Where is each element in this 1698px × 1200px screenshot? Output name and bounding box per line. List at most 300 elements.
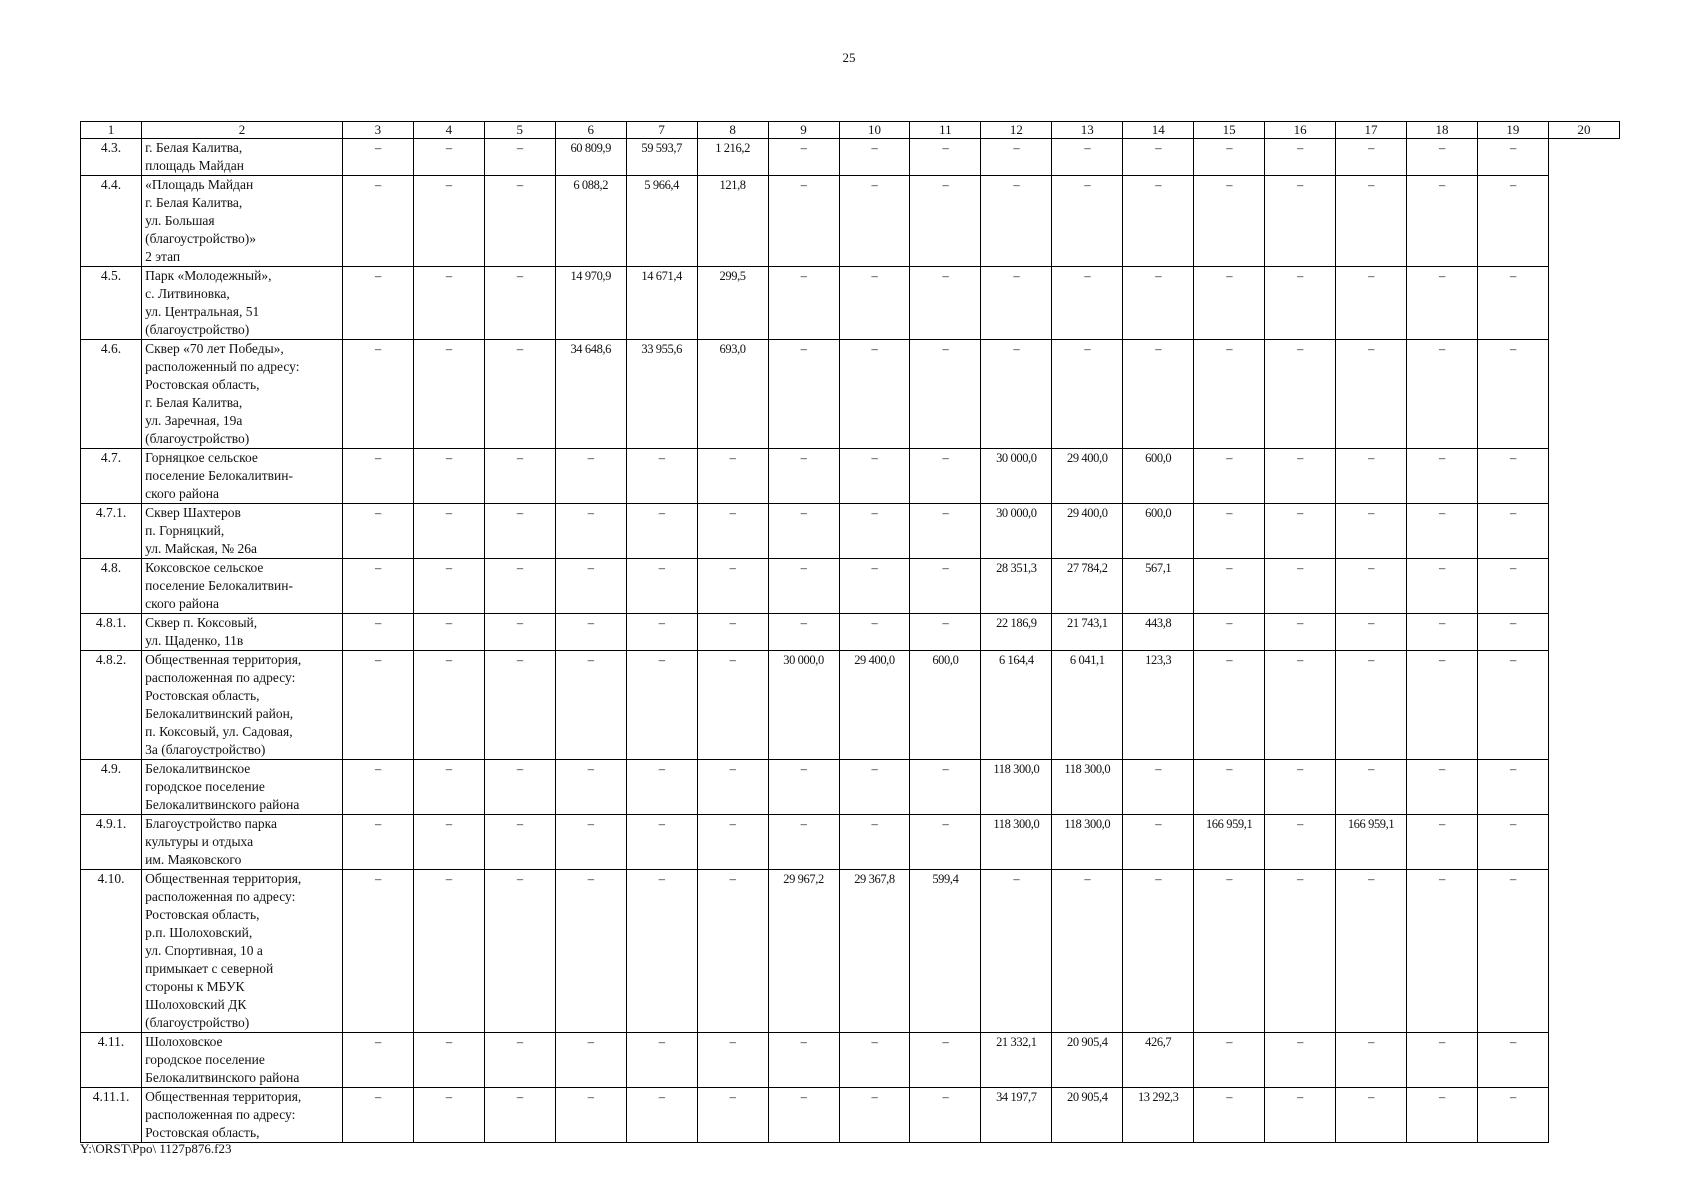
value-cell-col-19: – (1477, 760, 1548, 815)
value-cell-col-19: – (1477, 139, 1548, 176)
value-cell-col-15: – (1194, 614, 1265, 651)
value-cell-col-14: – (1123, 340, 1194, 449)
column-header-1: 1 (81, 122, 142, 139)
value-cell-col-14: – (1123, 176, 1194, 267)
table-row (81, 1088, 1620, 1143)
value-cell-col-12: 118 300,0 (981, 760, 1052, 815)
value-cell-col-3: – (342, 340, 413, 449)
value-cell-col-4: – (413, 614, 484, 651)
value-cell-col-3: – (342, 760, 413, 815)
column-header-17: 17 (1336, 122, 1407, 139)
value-cell-col-18: – (1407, 815, 1478, 870)
value-cell-col-17: – (1336, 449, 1407, 504)
value-cell-col-17: 166 959,1 (1336, 815, 1407, 870)
value-cell-col-5: – (484, 267, 555, 340)
value-cell-col-11: – (910, 176, 981, 267)
value-cell-col-19: – (1477, 176, 1548, 267)
row-name: Коксовское сельское поселение Белокалитвин- ского района (142, 559, 343, 614)
value-cell-col-19: – (1477, 449, 1548, 504)
row-index: 4.8.1. (81, 614, 142, 651)
value-cell-col-15: – (1194, 449, 1265, 504)
column-header-7: 7 (626, 122, 697, 139)
column-header-15: 15 (1194, 122, 1265, 139)
row-index: 4.9. (81, 760, 142, 815)
value-cell-col-10: – (839, 449, 910, 504)
value-cell-col-17: – (1336, 139, 1407, 176)
value-cell-col-13: 6 041,1 (1052, 651, 1123, 760)
value-cell-col-11: – (910, 559, 981, 614)
value-cell-col-6: 6 088,2 (555, 176, 626, 267)
value-cell-col-6: – (555, 449, 626, 504)
value-cell-col-8: 1 216,2 (697, 139, 768, 176)
value-cell-col-4: – (413, 504, 484, 559)
value-cell-col-8: 121,8 (697, 176, 768, 267)
value-cell-col-7: – (626, 815, 697, 870)
row-name: Общественная территория, расположенная по адресу: Ростовская область, р.п. Шолоховский, ул. Спортивная, 10 а примыкает с северной стороны к МБУК Шолоховский ДК (благоустройство) (142, 870, 343, 1033)
column-header-9: 9 (768, 122, 839, 139)
row-name: «Площадь Майдан г. Белая Калитва, ул. Большая (благоустройство)» 2 этап (142, 176, 343, 267)
value-cell-col-16: – (1265, 651, 1336, 760)
value-cell-col-14: 13 292,3 (1123, 1088, 1194, 1143)
value-cell-col-15: 166 959,1 (1194, 815, 1265, 870)
value-cell-col-16: – (1265, 559, 1336, 614)
value-cell-col-10: – (839, 614, 910, 651)
column-header-8: 8 (697, 122, 768, 139)
column-header-5: 5 (484, 122, 555, 139)
row-name: г. Белая Калитва, площадь Майдан (142, 139, 343, 176)
value-cell-col-4: – (413, 449, 484, 504)
value-cell-col-11: 600,0 (910, 651, 981, 760)
value-cell-col-9: – (768, 449, 839, 504)
value-cell-col-9: – (768, 760, 839, 815)
row-index: 4.7.1. (81, 504, 142, 559)
value-cell-col-15: – (1194, 176, 1265, 267)
row-index: 4.11.1. (81, 1088, 142, 1143)
value-cell-col-15: – (1194, 267, 1265, 340)
row-name: Шолоховское городское поселение Белокалитвинского района (142, 1033, 343, 1088)
table-row (81, 340, 1620, 449)
value-cell-col-5: – (484, 815, 555, 870)
value-cell-col-10: – (839, 815, 910, 870)
value-cell-col-15: – (1194, 1088, 1265, 1143)
column-header-13: 13 (1052, 122, 1123, 139)
value-cell-col-9: – (768, 559, 839, 614)
table-row (81, 176, 1620, 267)
value-cell-col-3: – (342, 815, 413, 870)
value-cell-col-7: – (626, 651, 697, 760)
value-cell-col-5: – (484, 449, 555, 504)
value-cell-col-17: – (1336, 651, 1407, 760)
value-cell-col-13: 29 400,0 (1052, 449, 1123, 504)
value-cell-col-15: – (1194, 340, 1265, 449)
row-name: Сквер п. Коксовый, ул. Щаденко, 11в (142, 614, 343, 651)
value-cell-col-4: – (413, 176, 484, 267)
table-row (81, 760, 1620, 815)
value-cell-col-16: – (1265, 760, 1336, 815)
table-row (81, 267, 1620, 340)
value-cell-col-19: – (1477, 340, 1548, 449)
value-cell-col-9: 29 967,2 (768, 870, 839, 1033)
value-cell-col-3: – (342, 176, 413, 267)
value-cell-col-5: – (484, 614, 555, 651)
value-cell-col-19: – (1477, 1088, 1548, 1143)
row-index: 4.8.2. (81, 651, 142, 760)
value-cell-col-14: 443,8 (1123, 614, 1194, 651)
value-cell-col-12: – (981, 340, 1052, 449)
value-cell-col-8: 693,0 (697, 340, 768, 449)
value-cell-col-13: – (1052, 176, 1123, 267)
table-row (81, 870, 1620, 1033)
value-cell-col-13: – (1052, 340, 1123, 449)
value-cell-col-11: – (910, 504, 981, 559)
row-name: Парк «Молодежный», с. Литвиновка, ул. Центральная, 51 (благоустройство) (142, 267, 343, 340)
table-row (81, 449, 1620, 504)
value-cell-col-4: – (413, 1088, 484, 1143)
row-index: 4.3. (81, 139, 142, 176)
footer-file-path: Y:\ORST\Ppo\ 1127p876.f23 (80, 1141, 232, 1156)
value-cell-col-9: – (768, 614, 839, 651)
value-cell-col-4: – (413, 1033, 484, 1088)
value-cell-col-18: – (1407, 760, 1478, 815)
value-cell-col-13: 20 905,4 (1052, 1088, 1123, 1143)
value-cell-col-18: – (1407, 139, 1478, 176)
value-cell-col-16: – (1265, 614, 1336, 651)
value-cell-col-9: – (768, 504, 839, 559)
value-cell-col-6: 14 970,9 (555, 267, 626, 340)
row-index: 4.10. (81, 870, 142, 1033)
value-cell-col-6: – (555, 559, 626, 614)
value-cell-col-7: 33 955,6 (626, 340, 697, 449)
value-cell-col-17: – (1336, 504, 1407, 559)
value-cell-col-12: 118 300,0 (981, 815, 1052, 870)
value-cell-col-6: – (555, 651, 626, 760)
value-cell-col-4: – (413, 870, 484, 1033)
value-cell-col-3: – (342, 651, 413, 760)
table-row (81, 651, 1620, 760)
value-cell-col-14: – (1123, 815, 1194, 870)
budget-table (80, 121, 1620, 1143)
value-cell-col-3: – (342, 1088, 413, 1143)
row-index: 4.6. (81, 340, 142, 449)
value-cell-col-19: – (1477, 559, 1548, 614)
value-cell-col-9: – (768, 267, 839, 340)
value-cell-col-13: – (1052, 870, 1123, 1033)
value-cell-col-4: – (413, 340, 484, 449)
column-header-19: 19 (1477, 122, 1548, 139)
value-cell-col-7: – (626, 1033, 697, 1088)
value-cell-col-14: – (1123, 139, 1194, 176)
value-cell-col-19: – (1477, 267, 1548, 340)
value-cell-col-6: – (555, 1088, 626, 1143)
value-cell-col-15: – (1194, 139, 1265, 176)
value-cell-col-6: 34 648,6 (555, 340, 626, 449)
value-cell-col-3: – (342, 559, 413, 614)
column-header-10: 10 (839, 122, 910, 139)
value-cell-col-4: – (413, 651, 484, 760)
value-cell-col-7: 14 671,4 (626, 267, 697, 340)
value-cell-col-12: 22 186,9 (981, 614, 1052, 651)
row-name: Общественная территория, расположенная по адресу: Ростовская область, (142, 1088, 343, 1143)
value-cell-col-8: – (697, 815, 768, 870)
value-cell-col-8: – (697, 614, 768, 651)
value-cell-col-5: – (484, 559, 555, 614)
value-cell-col-12: 34 197,7 (981, 1088, 1052, 1143)
value-cell-col-14: 567,1 (1123, 559, 1194, 614)
value-cell-col-16: – (1265, 340, 1336, 449)
value-cell-col-3: – (342, 267, 413, 340)
value-cell-col-18: – (1407, 504, 1478, 559)
value-cell-col-10: – (839, 267, 910, 340)
value-cell-col-18: – (1407, 614, 1478, 651)
value-cell-col-9: – (768, 139, 839, 176)
column-header-2: 2 (142, 122, 343, 139)
value-cell-col-11: – (910, 340, 981, 449)
value-cell-col-13: 29 400,0 (1052, 504, 1123, 559)
table-row (81, 815, 1620, 870)
value-cell-col-7: – (626, 870, 697, 1033)
value-cell-col-12: 30 000,0 (981, 449, 1052, 504)
row-name: Общественная территория, расположенная по адресу: Ростовская область, Белокалитвинский район, п. Коксовый, ул. Садовая, 3а (благоустройство) (142, 651, 343, 760)
value-cell-col-16: – (1265, 176, 1336, 267)
value-cell-col-14: – (1123, 267, 1194, 340)
value-cell-col-10: 29 367,8 (839, 870, 910, 1033)
value-cell-col-10: – (839, 1033, 910, 1088)
value-cell-col-16: – (1265, 267, 1336, 340)
value-cell-col-12: – (981, 139, 1052, 176)
value-cell-col-5: – (484, 1088, 555, 1143)
value-cell-col-19: – (1477, 614, 1548, 651)
column-header-20: 20 (1548, 122, 1619, 139)
value-cell-col-9: – (768, 1088, 839, 1143)
row-index: 4.11. (81, 1033, 142, 1088)
value-cell-col-12: – (981, 870, 1052, 1033)
value-cell-col-6: 60 809,9 (555, 139, 626, 176)
value-cell-col-18: – (1407, 559, 1478, 614)
value-cell-col-4: – (413, 267, 484, 340)
value-cell-col-11: – (910, 139, 981, 176)
value-cell-col-8: – (697, 504, 768, 559)
value-cell-col-12: – (981, 267, 1052, 340)
value-cell-col-8: 299,5 (697, 267, 768, 340)
value-cell-col-15: – (1194, 504, 1265, 559)
value-cell-col-11: 599,4 (910, 870, 981, 1033)
value-cell-col-8: – (697, 870, 768, 1033)
value-cell-col-13: 118 300,0 (1052, 760, 1123, 815)
value-cell-col-13: 27 784,2 (1052, 559, 1123, 614)
value-cell-col-10: – (839, 760, 910, 815)
value-cell-col-3: – (342, 139, 413, 176)
value-cell-col-19: – (1477, 1033, 1548, 1088)
value-cell-col-13: – (1052, 139, 1123, 176)
value-cell-col-10: – (839, 504, 910, 559)
value-cell-col-9: – (768, 815, 839, 870)
row-name: Сквер «70 лет Победы», расположенный по адресу: Ростовская область, г. Белая Калитва, ул. Заречная, 19а (благоустройство) (142, 340, 343, 449)
value-cell-col-19: – (1477, 504, 1548, 559)
value-cell-col-10: 29 400,0 (839, 651, 910, 760)
value-cell-col-16: – (1265, 815, 1336, 870)
value-cell-col-16: – (1265, 1088, 1336, 1143)
value-cell-col-16: – (1265, 504, 1336, 559)
value-cell-col-13: 20 905,4 (1052, 1033, 1123, 1088)
value-cell-col-18: – (1407, 340, 1478, 449)
column-header-6: 6 (555, 122, 626, 139)
row-name: Благоустройство парка культуры и отдыха им. Маяковского (142, 815, 343, 870)
column-header-16: 16 (1265, 122, 1336, 139)
value-cell-col-17: – (1336, 760, 1407, 815)
value-cell-col-15: – (1194, 651, 1265, 760)
value-cell-col-7: – (626, 504, 697, 559)
value-cell-col-17: – (1336, 340, 1407, 449)
value-cell-col-7: 59 593,7 (626, 139, 697, 176)
row-index: 4.7. (81, 449, 142, 504)
value-cell-col-9: – (768, 176, 839, 267)
value-cell-col-11: – (910, 1088, 981, 1143)
value-cell-col-6: – (555, 504, 626, 559)
value-cell-col-7: – (626, 760, 697, 815)
value-cell-col-10: – (839, 176, 910, 267)
value-cell-col-14: 600,0 (1123, 449, 1194, 504)
row-name: Белокалитвинское городское поселение Белокалитвинского района (142, 760, 343, 815)
value-cell-col-14: 600,0 (1123, 504, 1194, 559)
value-cell-col-12: – (981, 176, 1052, 267)
value-cell-col-11: – (910, 449, 981, 504)
value-cell-col-5: – (484, 870, 555, 1033)
value-cell-col-8: – (697, 1088, 768, 1143)
value-cell-col-9: 30 000,0 (768, 651, 839, 760)
value-cell-col-7: 5 966,4 (626, 176, 697, 267)
value-cell-col-6: – (555, 614, 626, 651)
value-cell-col-10: – (839, 139, 910, 176)
value-cell-col-10: – (839, 559, 910, 614)
value-cell-col-7: – (626, 559, 697, 614)
value-cell-col-18: – (1407, 1088, 1478, 1143)
value-cell-col-18: – (1407, 651, 1478, 760)
value-cell-col-10: – (839, 340, 910, 449)
value-cell-col-4: – (413, 559, 484, 614)
page-number: 25 (842, 50, 856, 65)
value-cell-col-5: – (484, 760, 555, 815)
value-cell-col-17: – (1336, 870, 1407, 1033)
column-header-3: 3 (342, 122, 413, 139)
value-cell-col-17: – (1336, 1033, 1407, 1088)
value-cell-col-11: – (910, 614, 981, 651)
row-index: 4.5. (81, 267, 142, 340)
value-cell-col-4: – (413, 815, 484, 870)
row-name: Горняцкое сельское поселение Белокалитвин- ского района (142, 449, 343, 504)
value-cell-col-4: – (413, 139, 484, 176)
header-row (81, 122, 1620, 139)
value-cell-col-17: – (1336, 1088, 1407, 1143)
value-cell-col-8: – (697, 1033, 768, 1088)
value-cell-col-17: – (1336, 614, 1407, 651)
value-cell-col-15: – (1194, 760, 1265, 815)
table-row (81, 559, 1620, 614)
value-cell-col-18: – (1407, 176, 1478, 267)
table-row (81, 504, 1620, 559)
row-index: 4.8. (81, 559, 142, 614)
value-cell-col-10: – (839, 1088, 910, 1143)
value-cell-col-13: – (1052, 267, 1123, 340)
value-cell-col-8: – (697, 760, 768, 815)
value-cell-col-17: – (1336, 267, 1407, 340)
value-cell-col-3: – (342, 449, 413, 504)
value-cell-col-19: – (1477, 651, 1548, 760)
value-cell-col-6: – (555, 1033, 626, 1088)
column-header-14: 14 (1123, 122, 1194, 139)
value-cell-col-18: – (1407, 870, 1478, 1033)
value-cell-col-3: – (342, 614, 413, 651)
column-header-11: 11 (910, 122, 981, 139)
value-cell-col-14: 426,7 (1123, 1033, 1194, 1088)
table-body (81, 139, 1620, 1143)
value-cell-col-8: – (697, 651, 768, 760)
table-row (81, 139, 1620, 176)
value-cell-col-16: – (1265, 139, 1336, 176)
row-index: 4.4. (81, 176, 142, 267)
value-cell-col-13: 118 300,0 (1052, 815, 1123, 870)
value-cell-col-6: – (555, 870, 626, 1033)
value-cell-col-14: – (1123, 870, 1194, 1033)
row-index: 4.9.1. (81, 815, 142, 870)
column-header-12: 12 (981, 122, 1052, 139)
value-cell-col-13: 21 743,1 (1052, 614, 1123, 651)
value-cell-col-18: – (1407, 1033, 1478, 1088)
value-cell-col-19: – (1477, 870, 1548, 1033)
table-row (81, 614, 1620, 651)
value-cell-col-11: – (910, 1033, 981, 1088)
value-cell-col-16: – (1265, 870, 1336, 1033)
value-cell-col-5: – (484, 1033, 555, 1088)
value-cell-col-7: – (626, 1088, 697, 1143)
value-cell-col-5: – (484, 340, 555, 449)
value-cell-col-12: 30 000,0 (981, 504, 1052, 559)
value-cell-col-17: – (1336, 176, 1407, 267)
value-cell-col-16: – (1265, 1033, 1336, 1088)
column-header-18: 18 (1407, 122, 1478, 139)
row-name: Сквер Шахтеров п. Горняцкий, ул. Майская, № 26а (142, 504, 343, 559)
value-cell-col-9: – (768, 340, 839, 449)
column-header-4: 4 (413, 122, 484, 139)
value-cell-col-16: – (1265, 449, 1336, 504)
value-cell-col-8: – (697, 559, 768, 614)
value-cell-col-14: – (1123, 760, 1194, 815)
value-cell-col-17: – (1336, 559, 1407, 614)
value-cell-col-15: – (1194, 1033, 1265, 1088)
value-cell-col-5: – (484, 139, 555, 176)
value-cell-col-18: – (1407, 449, 1478, 504)
value-cell-col-8: – (697, 449, 768, 504)
value-cell-col-15: – (1194, 559, 1265, 614)
table-row (81, 1033, 1620, 1088)
value-cell-col-12: 6 164,4 (981, 651, 1052, 760)
value-cell-col-15: – (1194, 870, 1265, 1033)
table-header (81, 122, 1620, 139)
value-cell-col-7: – (626, 449, 697, 504)
value-cell-col-11: – (910, 760, 981, 815)
value-cell-col-12: 21 332,1 (981, 1033, 1052, 1088)
value-cell-col-5: – (484, 651, 555, 760)
value-cell-col-12: 28 351,3 (981, 559, 1052, 614)
value-cell-col-4: – (413, 760, 484, 815)
value-cell-col-11: – (910, 815, 981, 870)
value-cell-col-14: 123,3 (1123, 651, 1194, 760)
value-cell-col-18: – (1407, 267, 1478, 340)
value-cell-col-6: – (555, 760, 626, 815)
value-cell-col-3: – (342, 504, 413, 559)
value-cell-col-5: – (484, 176, 555, 267)
value-cell-col-9: – (768, 1033, 839, 1088)
value-cell-col-11: – (910, 267, 981, 340)
